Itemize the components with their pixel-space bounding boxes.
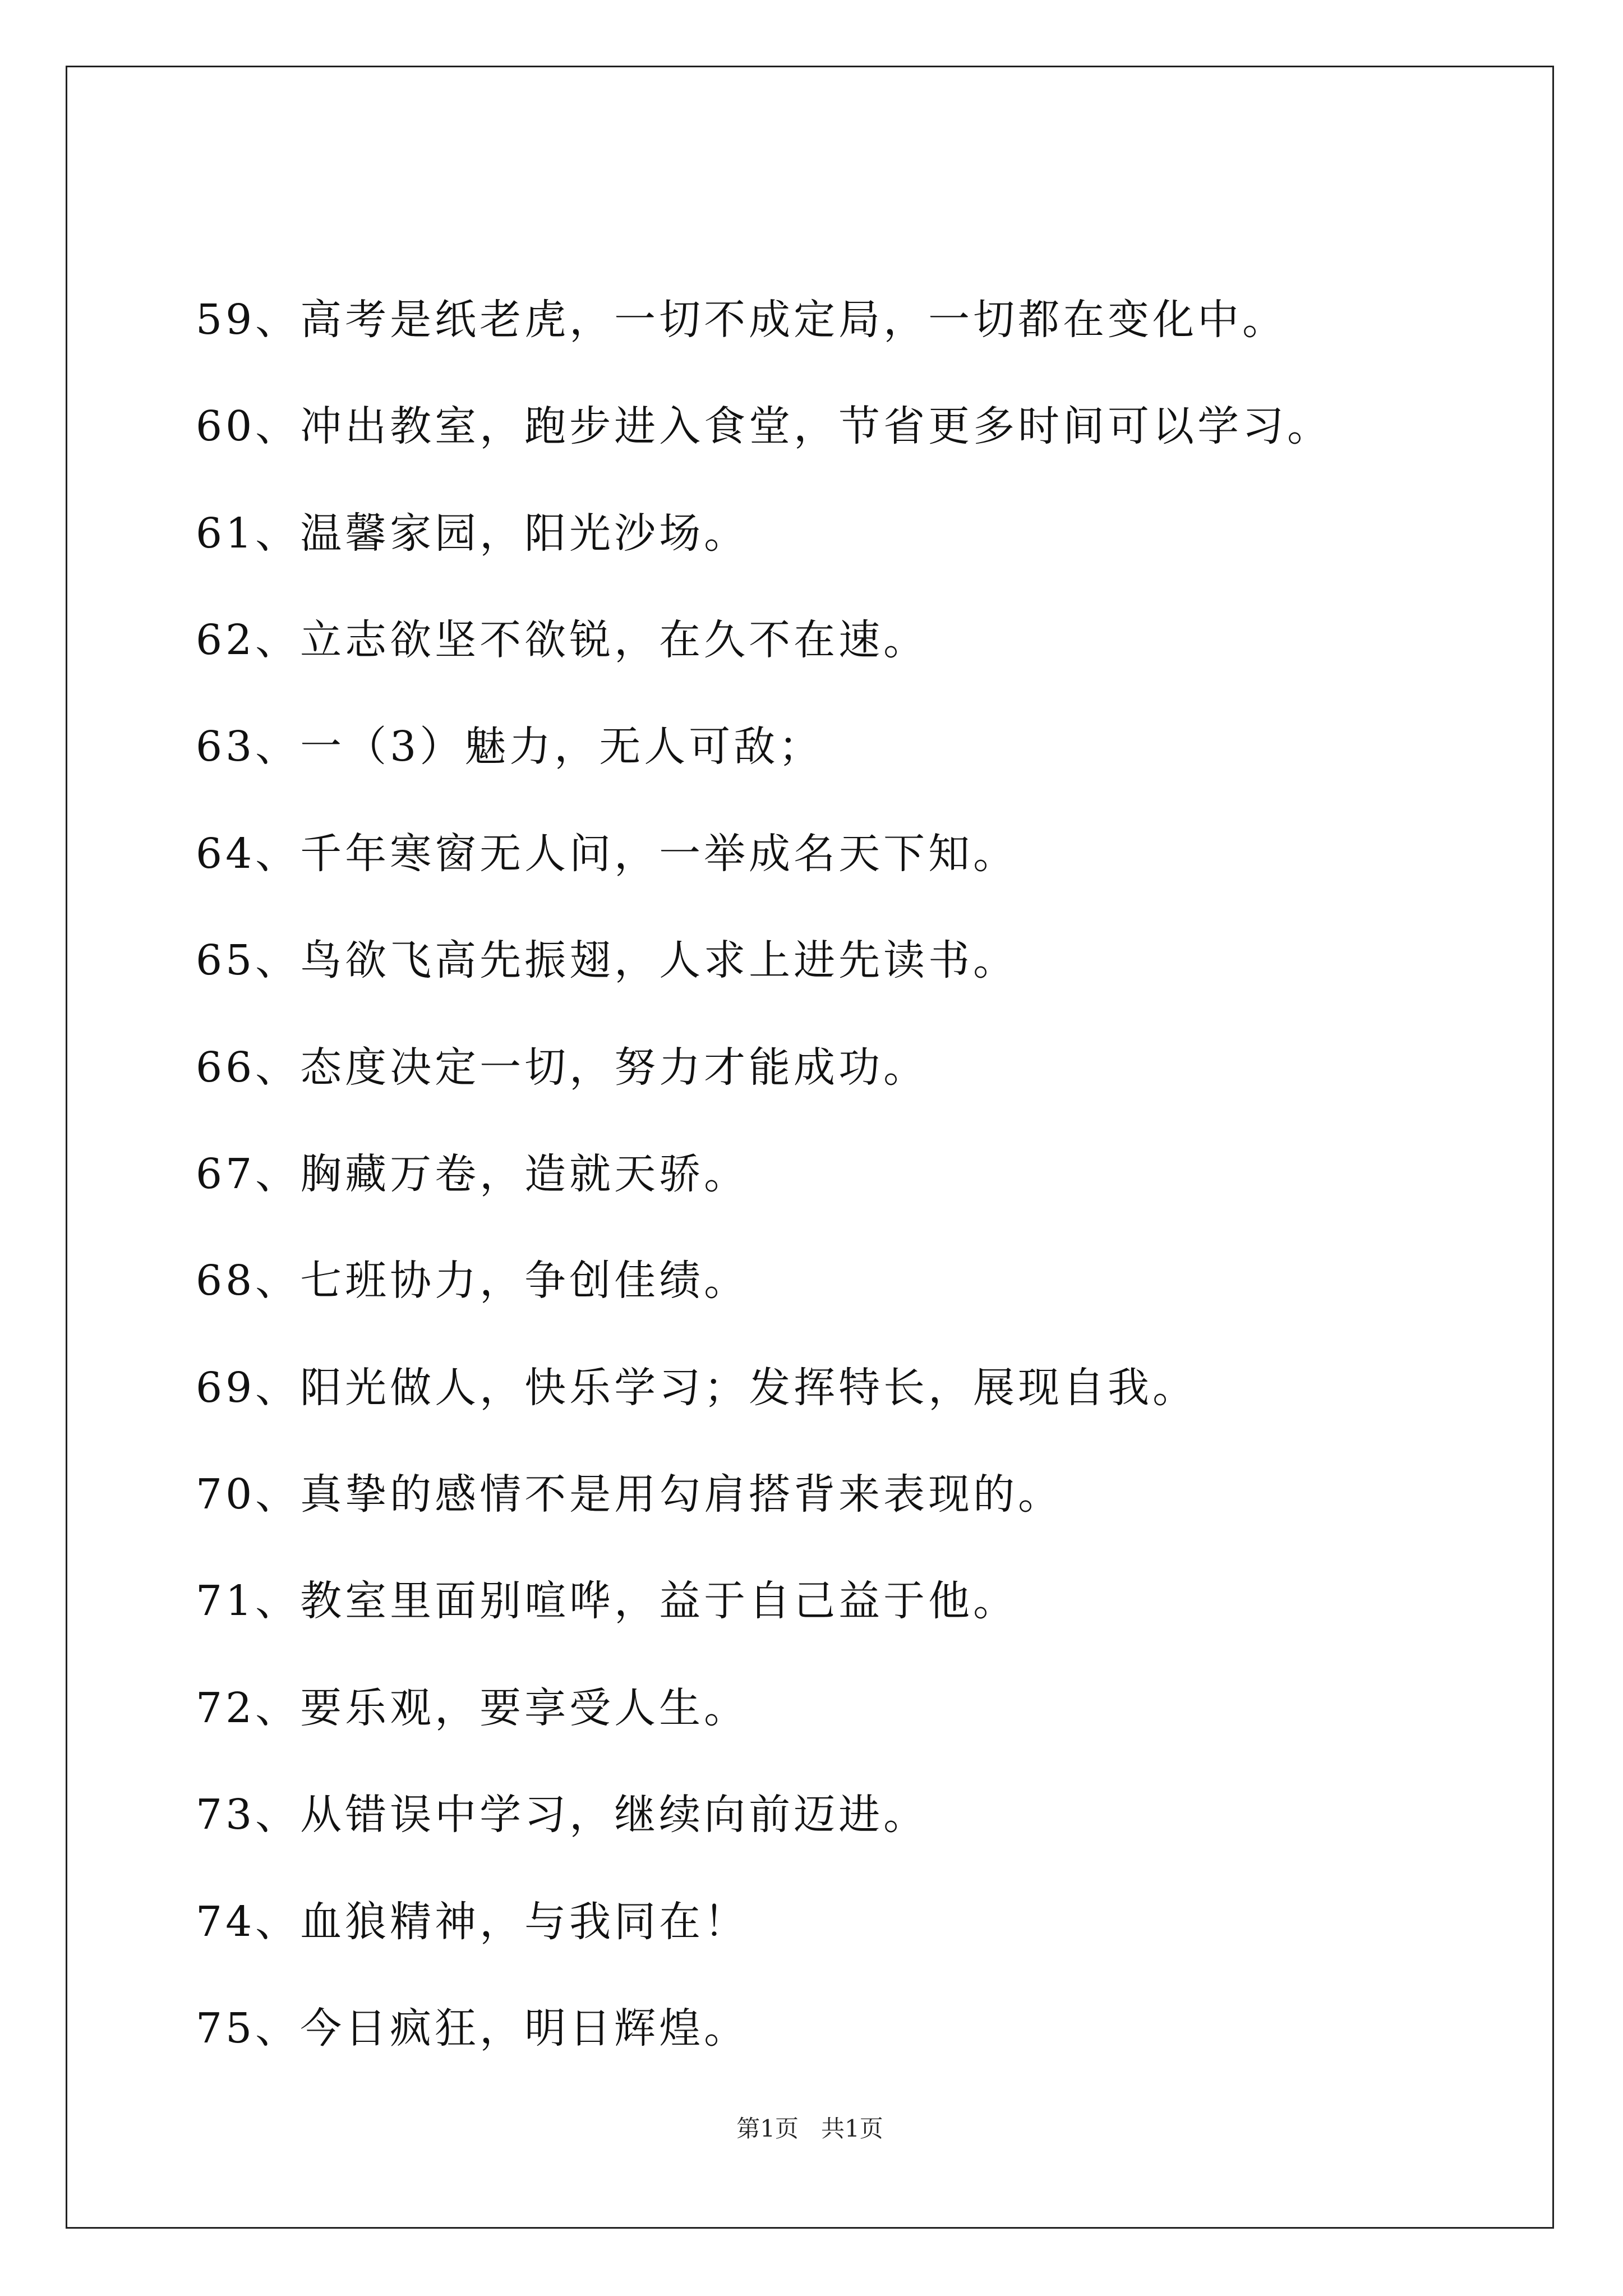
slogan-line-62: 62、立志欲坚不欲锐，在久不在速。 bbox=[196, 616, 929, 664]
page-footer bbox=[67, 2110, 1552, 2144]
slogan-line-61: 61、温馨家园，阳光沙场。 bbox=[196, 509, 749, 558]
page-frame bbox=[66, 66, 1554, 2229]
slogan-line-63: 63、一（3）魅力，无人可敌； bbox=[196, 723, 824, 771]
page-total: 共1页 bbox=[821, 2115, 883, 2142]
slogan-line-75: 75、今日疯狂，明日辉煌。 bbox=[196, 2004, 749, 2053]
slogan-line-60: 60、冲出教室，跑步进入食堂，节省更多时间可以学习。 bbox=[196, 402, 1332, 450]
slogan-line-73: 73、从错误中学习，继续向前迈进。 bbox=[196, 1791, 929, 1839]
slogan-line-64: 64、千年寒窗无人问，一举成名天下知。 bbox=[196, 830, 1018, 878]
slogan-line-67: 67、胸藏万卷，造就天骄。 bbox=[196, 1150, 749, 1198]
slogan-line-69: 69、阳光做人，快乐学习；发挥特长，展现自我。 bbox=[196, 1364, 1198, 1412]
page-number: 第1页 bbox=[736, 2115, 799, 2142]
slogan-list bbox=[67, 67, 1552, 2227]
slogan-line-68: 68、七班协力，争创佳绩。 bbox=[196, 1257, 749, 1305]
slogan-line-71: 71、教室里面别喧哗，益于自己益于他。 bbox=[196, 1577, 1018, 1625]
slogan-line-66: 66、态度决定一切，努力才能成功。 bbox=[196, 1043, 929, 1092]
slogan-line-59: 59、高考是纸老虎，一切不成定局，一切都在变化中。 bbox=[196, 296, 1288, 344]
slogan-line-65: 65、鸟欲飞高先振翅，人求上进先读书。 bbox=[196, 936, 1018, 984]
slogan-line-70: 70、真挚的感情不是用勾肩搭背来表现的。 bbox=[196, 1470, 1063, 1519]
slogan-line-74: 74、血狼精神，与我同在！ bbox=[196, 1898, 749, 1946]
slogan-line-72: 72、要乐观，要享受人生。 bbox=[196, 1684, 749, 1732]
